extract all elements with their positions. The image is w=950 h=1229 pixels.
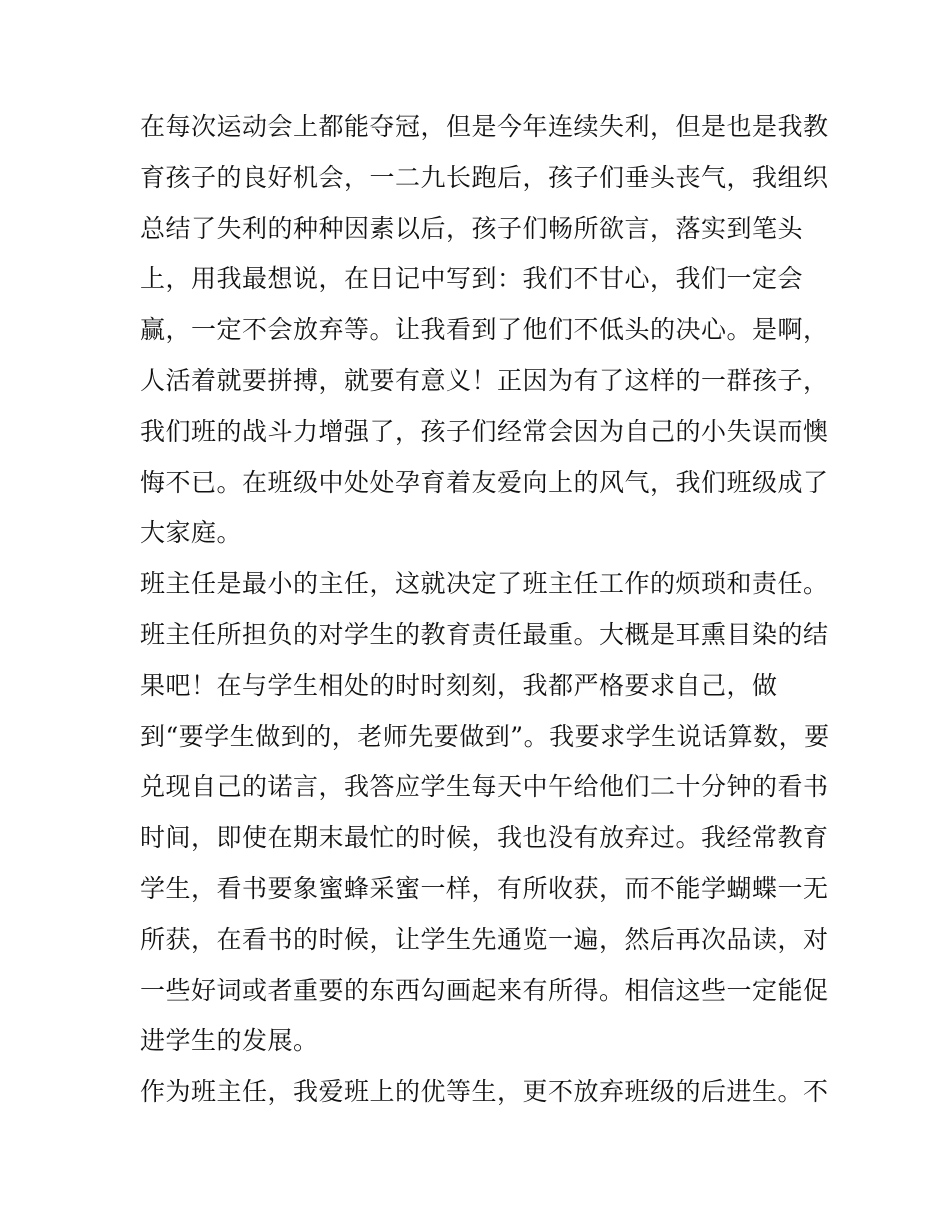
text-line: 学生，看书要象蜜蜂采蜜一样，有所收获，而不能学蝴蝶一无 xyxy=(140,873,829,903)
text-line: 大家庭。 xyxy=(140,518,243,548)
text-line: 作为班主任，我爱班上的优等生，更不放弃班级的后进生。不 xyxy=(140,1077,829,1107)
text-line: 到“要学生做到的，老师先要做到”。我要求学生说话算数，要 xyxy=(140,721,830,751)
text-line: 上，用我最想说，在日记中写到：我们不甘心，我们一定会 xyxy=(140,264,804,294)
text-line: 赢，一定不会放弃等。让我看到了他们不低头的决心。是啊， xyxy=(140,315,829,345)
text-line: 一些好词或者重要的东西勾画起来有所得。相信这些一定能促 xyxy=(140,975,829,1005)
text-line: 班主任是最小的主任，这就决定了班主任工作的烦琐和责任。 xyxy=(140,569,829,599)
text-line: 进学生的发展。 xyxy=(140,1026,319,1056)
paragraph-2 xyxy=(140,559,830,1067)
text-line: 悔不已。在班级中处处孕育着友爱向上的风气，我们班级成了 xyxy=(140,467,829,497)
text-line: 育孩子的良好机会，一二九长跑后，孩子们垂头丧气，我组织 xyxy=(140,162,829,192)
document-body xyxy=(140,102,830,1118)
text-line: 班主任所担负的对学生的教育责任最重。大概是耳熏目染的结 xyxy=(140,619,829,649)
text-line: 时间，即使在期末最忙的时候，我也没有放弃过。我经常教育 xyxy=(140,823,829,853)
text-line: 人活着就要拼搏，就要有意义！正因为有了这样的一群孩子， xyxy=(140,365,829,395)
text-line: 兑现自己的诺言，我答应学生每天中午给他们二十分钟的看书 xyxy=(140,772,829,802)
text-line: 所获，在看书的时候，让学生先通览一遍，然后再次品读，对 xyxy=(140,924,829,954)
paragraph-1 xyxy=(140,102,829,559)
paragraph-3 xyxy=(140,1067,829,1118)
text-line: 总结了失利的种种因素以后，孩子们畅所欲言，落实到笔头 xyxy=(140,213,804,243)
text-line: 我们班的战斗力增强了，孩子们经常会因为自己的小失误而懊 xyxy=(140,416,829,446)
text-line: 在每次运动会上都能夺冠，但是今年连续失利，但是也是我教 xyxy=(140,112,829,141)
text-line: 果吧！在与学生相处的时时刻刻，我都严格要求自己，做 xyxy=(140,670,778,700)
